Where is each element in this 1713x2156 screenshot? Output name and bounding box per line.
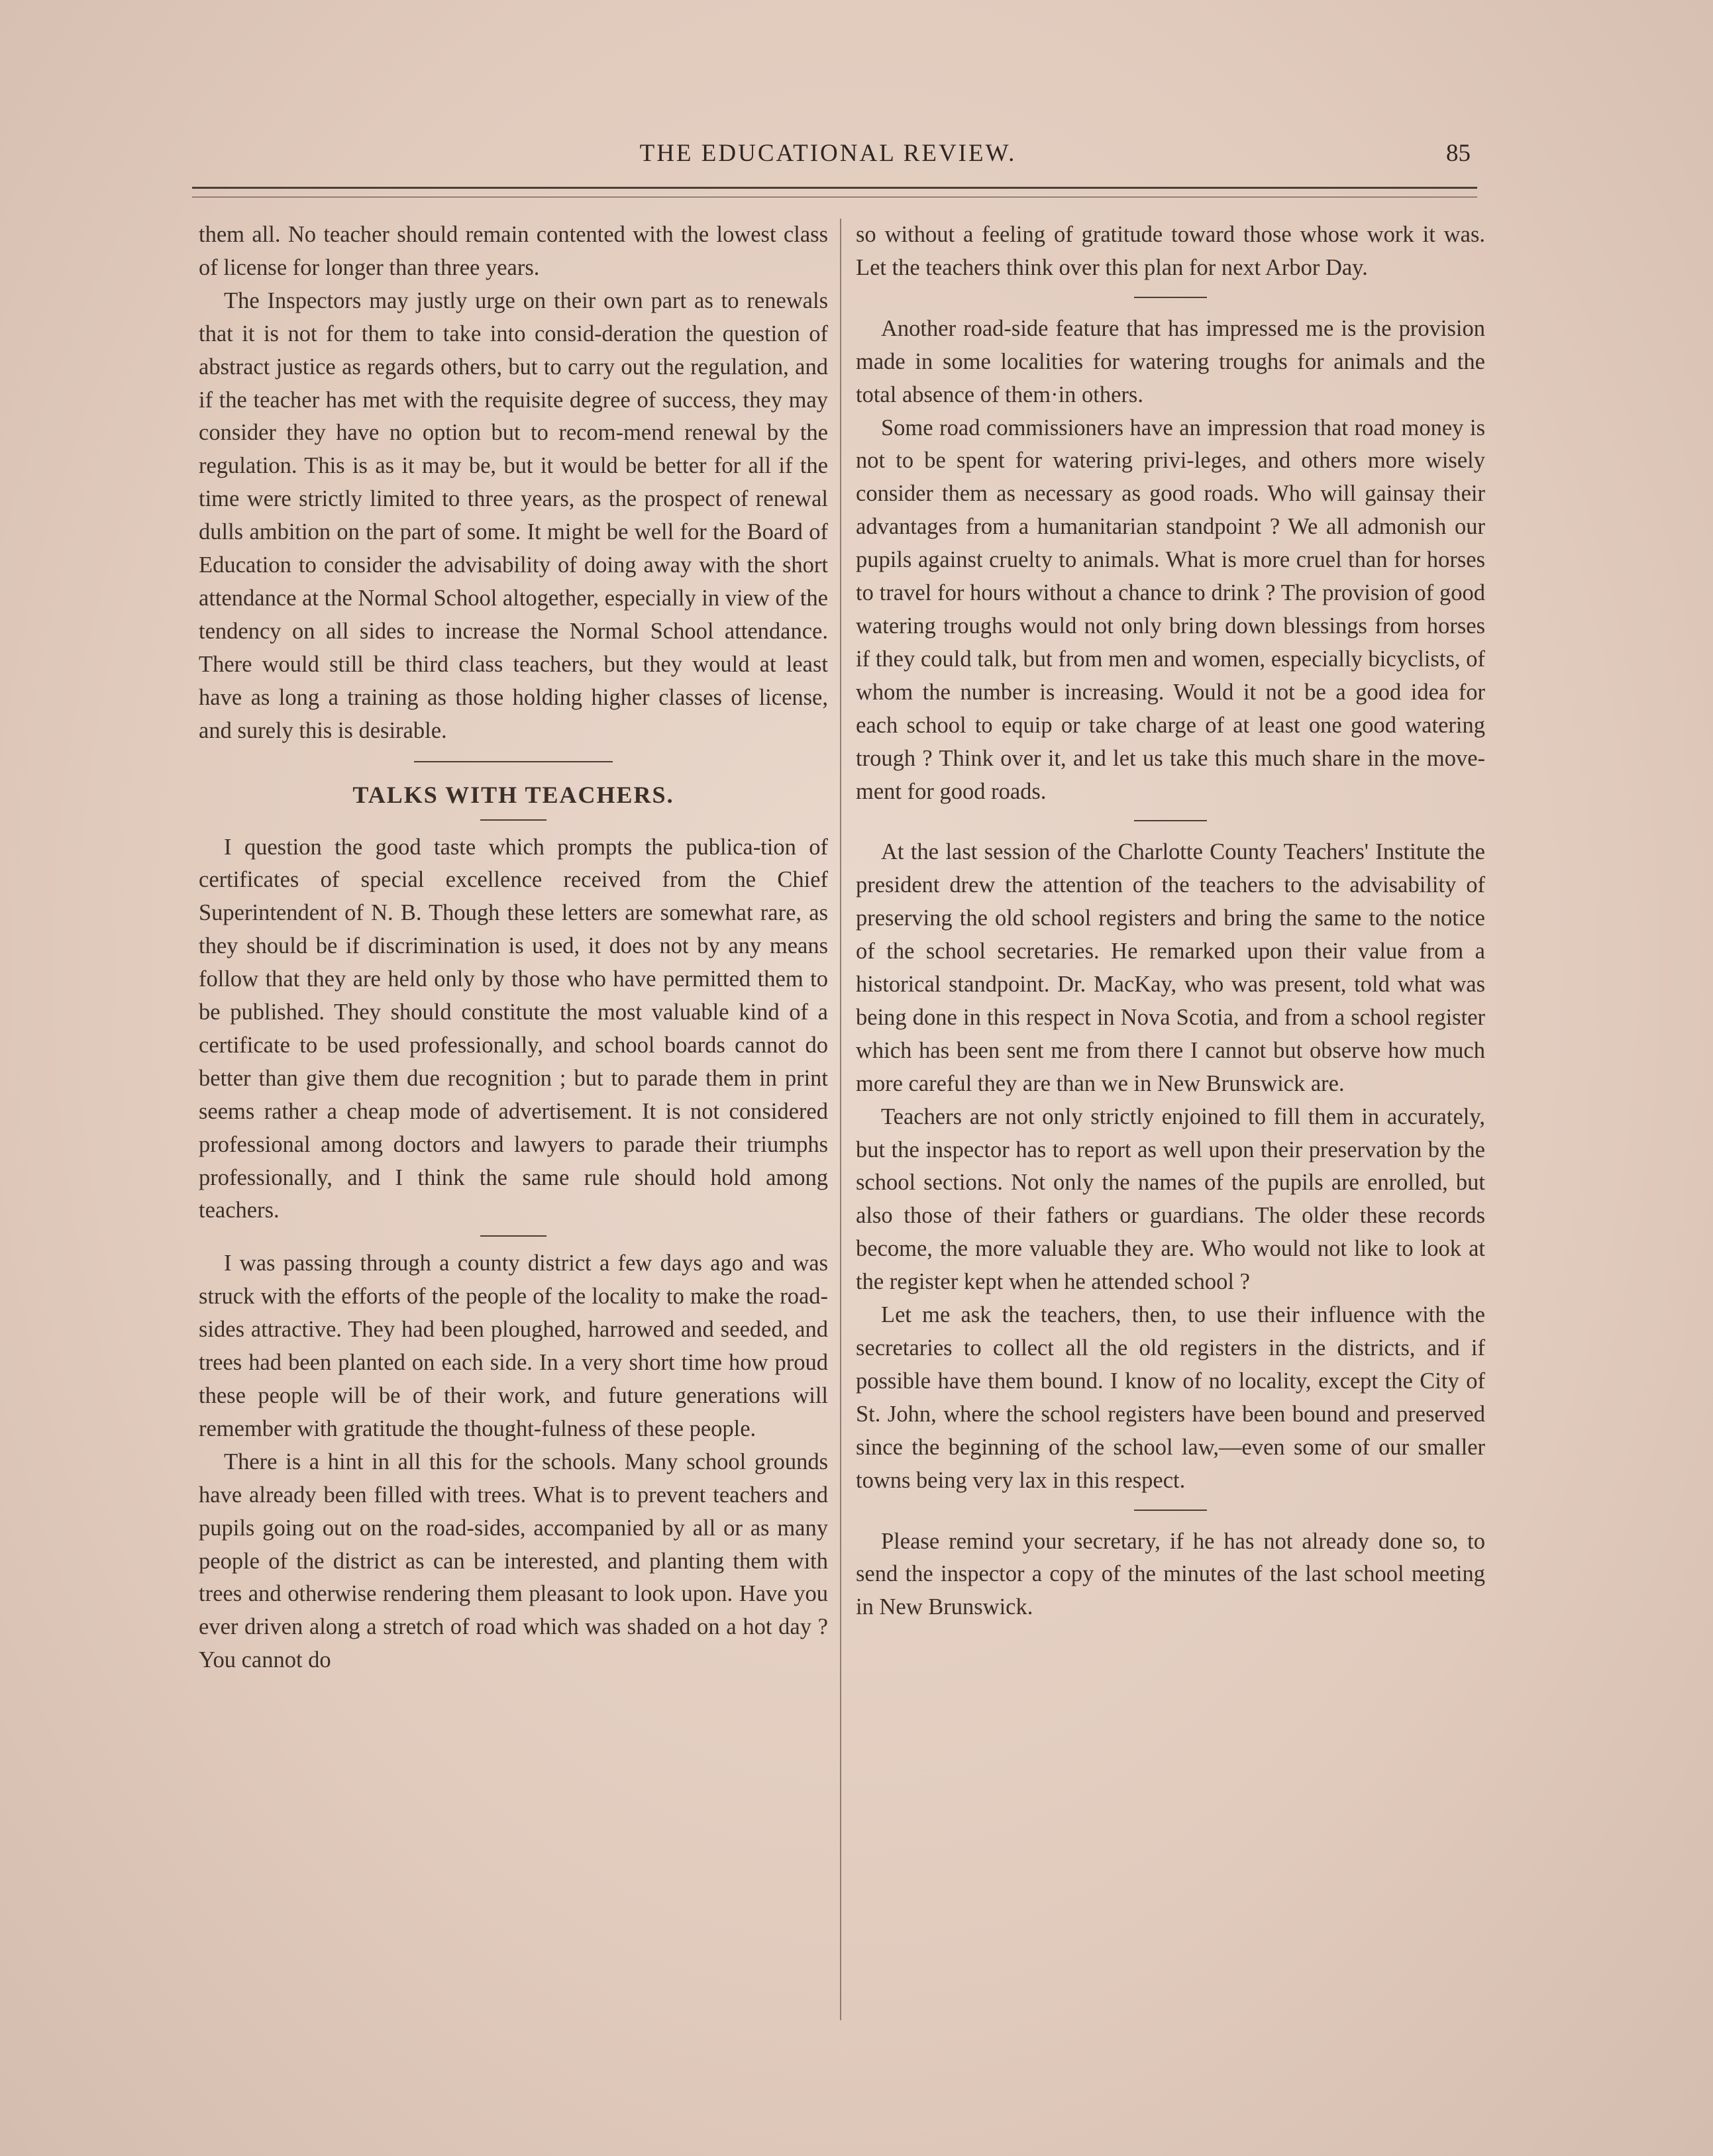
paragraph: I was passing through a county district a few days ago and was struck with the efforts of the people of the locality to make the road-sides attractive. They had been ploughed, harrowed and seeded, and trees had been planted on each side. In a very short time how proud these people will be of their work, and future generations will remember with gratitude the thought-fulness of these people.	[199, 1251, 828, 1441]
paragraph: At the last session of the Charlotte County Teachers' Institute the president drew the attention of the teachers to the advisability of preserving the old school registers and bring the same to the notice of the school secretaries. He remarked upon their value from a historical standpoint. Dr. MacKay, who was present, told what was being done in this respect in Nova Scotia, and from a school register which has been sent me from there I cannot but observe how much more careful they are than we in New Brunswick are.	[856, 839, 1485, 1096]
paragraph: Please remind your secretary, if he has not already done so, to send the inspector a copy of the minutes of the last school meeting in New Brunswick.	[856, 1528, 1485, 1620]
paragraph: Some road commissioners have an impression that road money is not to be spent for watering privi-leges, and others more wisely consider them as necessary as good roads. Who will gainsay their advantages from a humanitarian standpoint ? We all admonish our pupils against cruelty to animals. What is more cruel than for horses to travel for hours without a chance to drink ? The provision of good watering troughs would not only bring down blessings from horses if they could talk, but from men and women, especially bicyclists, of whom the number is increasing. Would it not be a good idea for each school to equip or take charge of at least one good watering trough ? Think over it, and let us take this much share in the move-ment for good roads.	[856, 415, 1485, 804]
paragraph: There is a hint in all this for the schools. Many school grounds have already been filled with trees. What is to prevent teachers and pupils going out on the road-sides, accompanied by all or as many people of the district as can be interested, and planting them with trees and otherwise rendering them pleasant to look upon. Have you ever driven along a stretch of road which was shaded on a hot day ? You cannot do	[199, 1449, 828, 1673]
running-title: THE EDUCATIONAL REVIEW.	[639, 140, 1017, 167]
paragraph: Let me ask the teachers, then, to use their influence with the secretaries to collect all the old registers in the districts, and if possible have them bound. I know of no locality, except the City of St. John, where the school registers have been bound and preserved since the beginning of the school law,—even some of our smaller towns being very lax in this respect.	[856, 1302, 1485, 1493]
paragraph: Teachers are not only strictly enjoined to fill them in accurately, but the inspector has to report as well upon their preservation by the school sections. Not only the names of the pupils are enrolled, but also those of their fathers or guardians. The older these records become, the more valuable they are. Who would not like to look at the register kept when he attended school ?	[856, 1104, 1485, 1295]
column-divider	[840, 219, 841, 2020]
paragraph: them all. No teacher should remain contented with the lowest class of license for longer than three years.	[199, 222, 828, 280]
separator-rule	[1134, 820, 1207, 821]
right-column	[856, 219, 1485, 1624]
separator-rule	[1134, 297, 1207, 298]
section-title: TALKS WITH TEACHERS.	[352, 781, 674, 808]
page-number: 85	[1446, 140, 1471, 167]
separator-rule	[480, 819, 546, 821]
paragraph: The Inspectors may justly urge on their own part as to renewals that it is not for them to take into consid-deration the question of abstract justice as regards others, but to carry out the regulation, and if the teacher has met with the requisite degree of success, they may consider they have no option but to recom-mend renewal by the regulation. This is as it may be, but it would be better for all if the time were strictly limited to three years, as the prospect of renewal dulls ambition on the part of some. It might be well for the Board of Education to consider the advisability of doing away with the short attendance at the Normal School altogether, especially in view of the tendency on all sides to increase the Normal School attendance. There would still be third class teachers, but they would at least have as long a training as those holding higher classes of license, and surely this is desirable.	[199, 287, 828, 743]
separator-rule	[480, 1235, 546, 1237]
page-header	[185, 139, 1471, 179]
paragraph: I question the good taste which prompts the publica-tion of certificates of special excellence received from the Chief Superintendent of N. B. Though these letters are somewhat rare, as they should be if discrimination is used, it does not by any means follow that they are held only by those who have permitted them to be published. They should constitute the most valuable kind of a certificate to be used professionally, and school boards cannot do better than give them due recognition ; but to parade them in print seems rather a cheap mode of advertisement. It is not considered professional among doctors and lawyers to parade their triumphs professionally, and I think the same rule should hold among teachers.	[199, 834, 828, 1223]
left-column	[199, 219, 828, 1677]
separator-rule	[1134, 1510, 1207, 1511]
section-rule	[414, 761, 613, 762]
paragraph: so without a feeling of gratitude toward those whose work it was. Let the teachers think over this plan for next Arbor Day.	[856, 222, 1485, 280]
header-rule	[192, 187, 1477, 197]
paragraph: Another road-side feature that has impressed me is the provision made in some localities for watering troughs for animals and the total absence of them·in others.	[856, 315, 1485, 407]
